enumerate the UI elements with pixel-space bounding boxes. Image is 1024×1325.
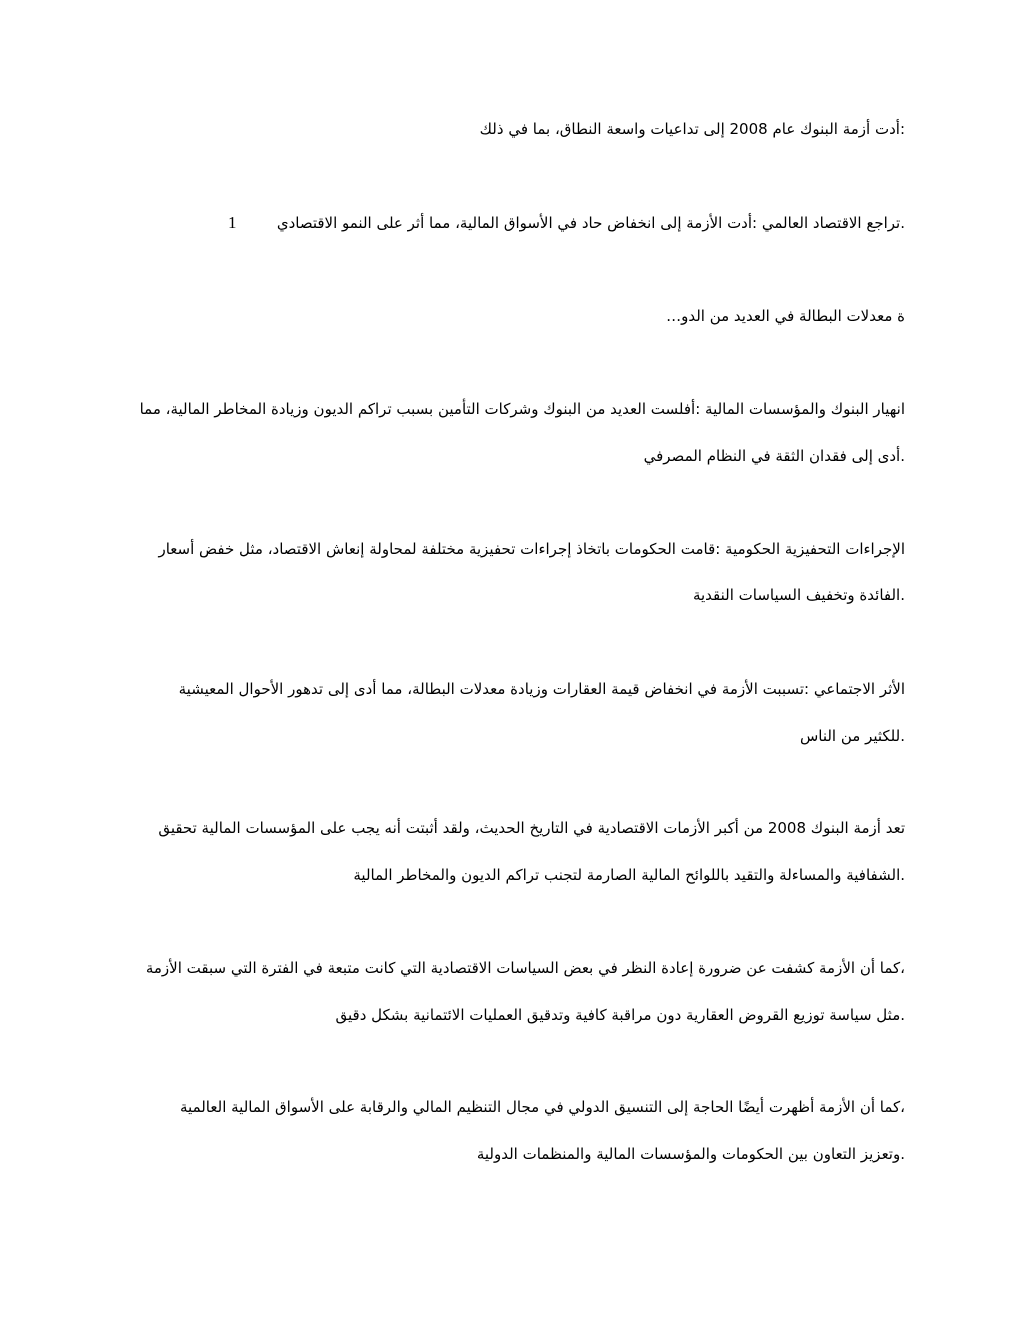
intro-line: :أدت أزمة البنوك عام 2008 إلى تداعيات واسعة النطاق، بما في ذلك — [479, 120, 905, 138]
paragraph-line: الأثر الاجتماعي :تسببت الأزمة في انخفاض قيمة العقارات وزيادة معدلات البطالة، مما أدى إلى تدهور الأحوال المعيشية — [178, 680, 905, 698]
paragraph-line: تعد أزمة البنوك 2008 من أكبر الأزمات الاقتصادية في التاريخ الحديث، ولقد أثبتت أنه يجب على المؤسسات المالية تحقيق — [158, 819, 905, 837]
paragraph-line: .تراجع الاقتصاد العالمي :أدت الأزمة إلى انخفاض حاد في الأسواق المالية، مما أثر على النمو الاقتصادي — [276, 214, 905, 232]
paragraph-line: .الفائدة وتخفيف السياسات النقدية — [692, 586, 905, 604]
paragraph-line: .مثل سياسة توزيع القروض العقارية دون مراقبة كافية وتدقيق العمليات الائتمانية بشكل دقيق — [335, 1006, 905, 1024]
paragraph-line: ،كما أن الأزمة أظهرت أيضًا الحاجة إلى التنسيق الدولي في مجال التنظيم المالي والرقابة على الأسواق المالية العالمية — [180, 1098, 905, 1116]
paragraph-line: انهيار البنوك والمؤسسات المالية :أفلست العديد من البنوك وشركات التأمين بسبب تراكم الديون وزيادة المخاطر المالية، مما — [139, 400, 905, 418]
paragraph-line: .للكثير من الناس — [799, 727, 905, 745]
paragraph-line: الإجراءات التحفيزية الحكومية :قامت الحكومات باتخاذ إجراءات تحفيزية مختلفة لمحاولة إنعاش الاقتصاد، مثل خفض أسعار — [158, 540, 905, 558]
paragraph-line: ،كما أن الأزمة كشفت عن ضرورة إعادة النظر في بعض السياسات الاقتصادية التي كانت متبعة في الفترة التي سبقت الأزمة — [145, 959, 905, 977]
page-number: 1 — [228, 213, 237, 232]
paragraph-line: .الشفافية والمساءلة والتقيد باللوائح المالية الصارمة لتجنب تراكم الديون والمخاطر المالية — [353, 866, 905, 884]
paragraph-line: .أدى إلى فقدان الثقة في النظام المصرفي — [643, 447, 905, 465]
paragraph-line: .وتعزيز التعاون بين الحكومات والمؤسسات المالية والمنظمات الدولية — [476, 1145, 905, 1163]
paragraph-line: ة معدلات البطالة في العديد من الدو… — [666, 307, 905, 325]
